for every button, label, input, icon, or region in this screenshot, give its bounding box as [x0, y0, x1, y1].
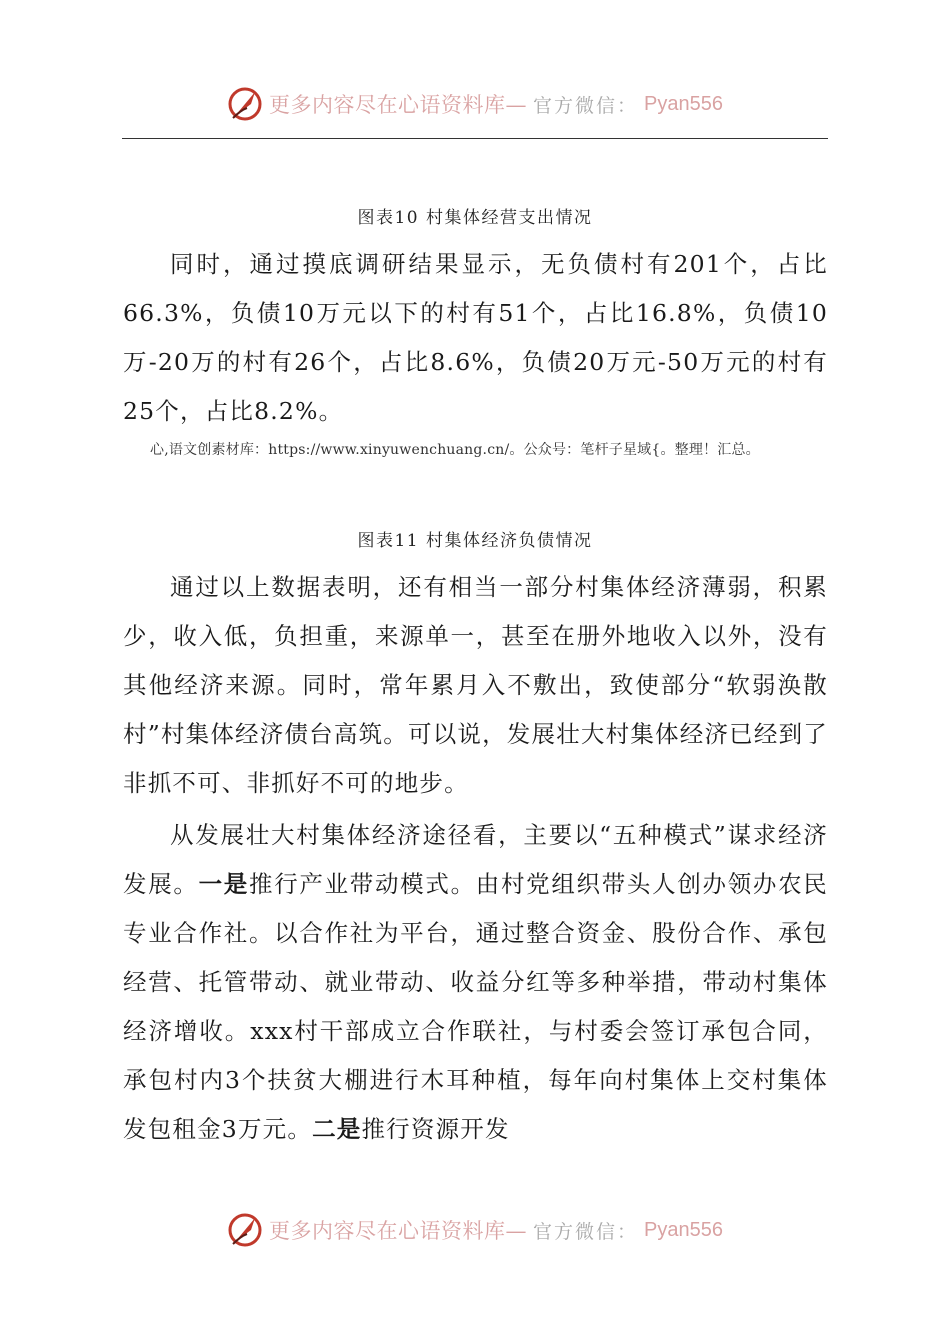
header-wechat-label: 官方微信： — [533, 94, 639, 117]
header-main-text: 更多内容尽在心语资料库— — [269, 93, 527, 117]
quill-logo-icon — [227, 1212, 263, 1248]
figure-11-caption: 图表11 村集体经济负债情况 — [357, 531, 593, 551]
p3-part3: 推行资源开发 — [361, 1115, 510, 1143]
paragraph-debt-survey: 同时，通过摸底调研结果显示，无负债村有201个，占比66.3%，负债10万元以下的村有51个，占比16.8%，负债10万-20万的村有26个，占比8.6%，负债20万元-50万元的村有25个，占比8.2%。 — [123, 250, 828, 425]
paragraph-data-analysis: 通过以上数据表明，还有相当一部分村集体经济薄弱，积累少，收入低，负担重，来源单一，甚至在册外地收入以外，没有其他经济来源。同时，常年累月入不敷出，致使部分“软弱涣散村”村集体经济债台高筑。可以说，发展壮大村集体经济已经到了非抓不可、非抓好不可的地步。 — [123, 573, 828, 797]
paragraph-five-models — [123, 811, 828, 1154]
footer-wechat-label: 官方微信： — [533, 1220, 639, 1243]
source-note: 心,语文创素材库：https://www.xinyuwenchuang.cn/。公众号：笔杆子星域{。整理！汇总。 — [150, 442, 760, 458]
figure-10-caption: 图表10 村集体经营支出情况 — [357, 208, 593, 228]
header-banner — [0, 82, 950, 126]
footer-wechat-id: Pyan556 — [644, 1218, 723, 1241]
header-divider — [122, 138, 828, 139]
header-wechat-id: Pyan556 — [644, 92, 723, 115]
p3-bold-second: 二是 — [312, 1115, 362, 1143]
p3-part2: 推行产业带动模式。由村党组织带头人创办领办农民专业合作社。以合作社为平台，通过整合资金、股份合作、承包经营、托管带动、就业带动、收益分红等多种举措，带动村集体经济增收。xxx村干部成立合作联社，与村委会签订承包合同，承包村内3个扶贫大棚进行木耳种植，每年向村集体上交村集体发包租金3万元。 — [123, 870, 828, 1143]
p3-bold-first: 一是 — [198, 870, 249, 898]
quill-logo-icon — [227, 86, 263, 122]
footer-banner — [0, 1208, 950, 1252]
p3-part1: 从发展壮大村集体经济途径看，主要以“五种模式”谋求经济发展。 — [123, 821, 828, 898]
footer-main-text: 更多内容尽在心语资料库— — [269, 1219, 527, 1243]
